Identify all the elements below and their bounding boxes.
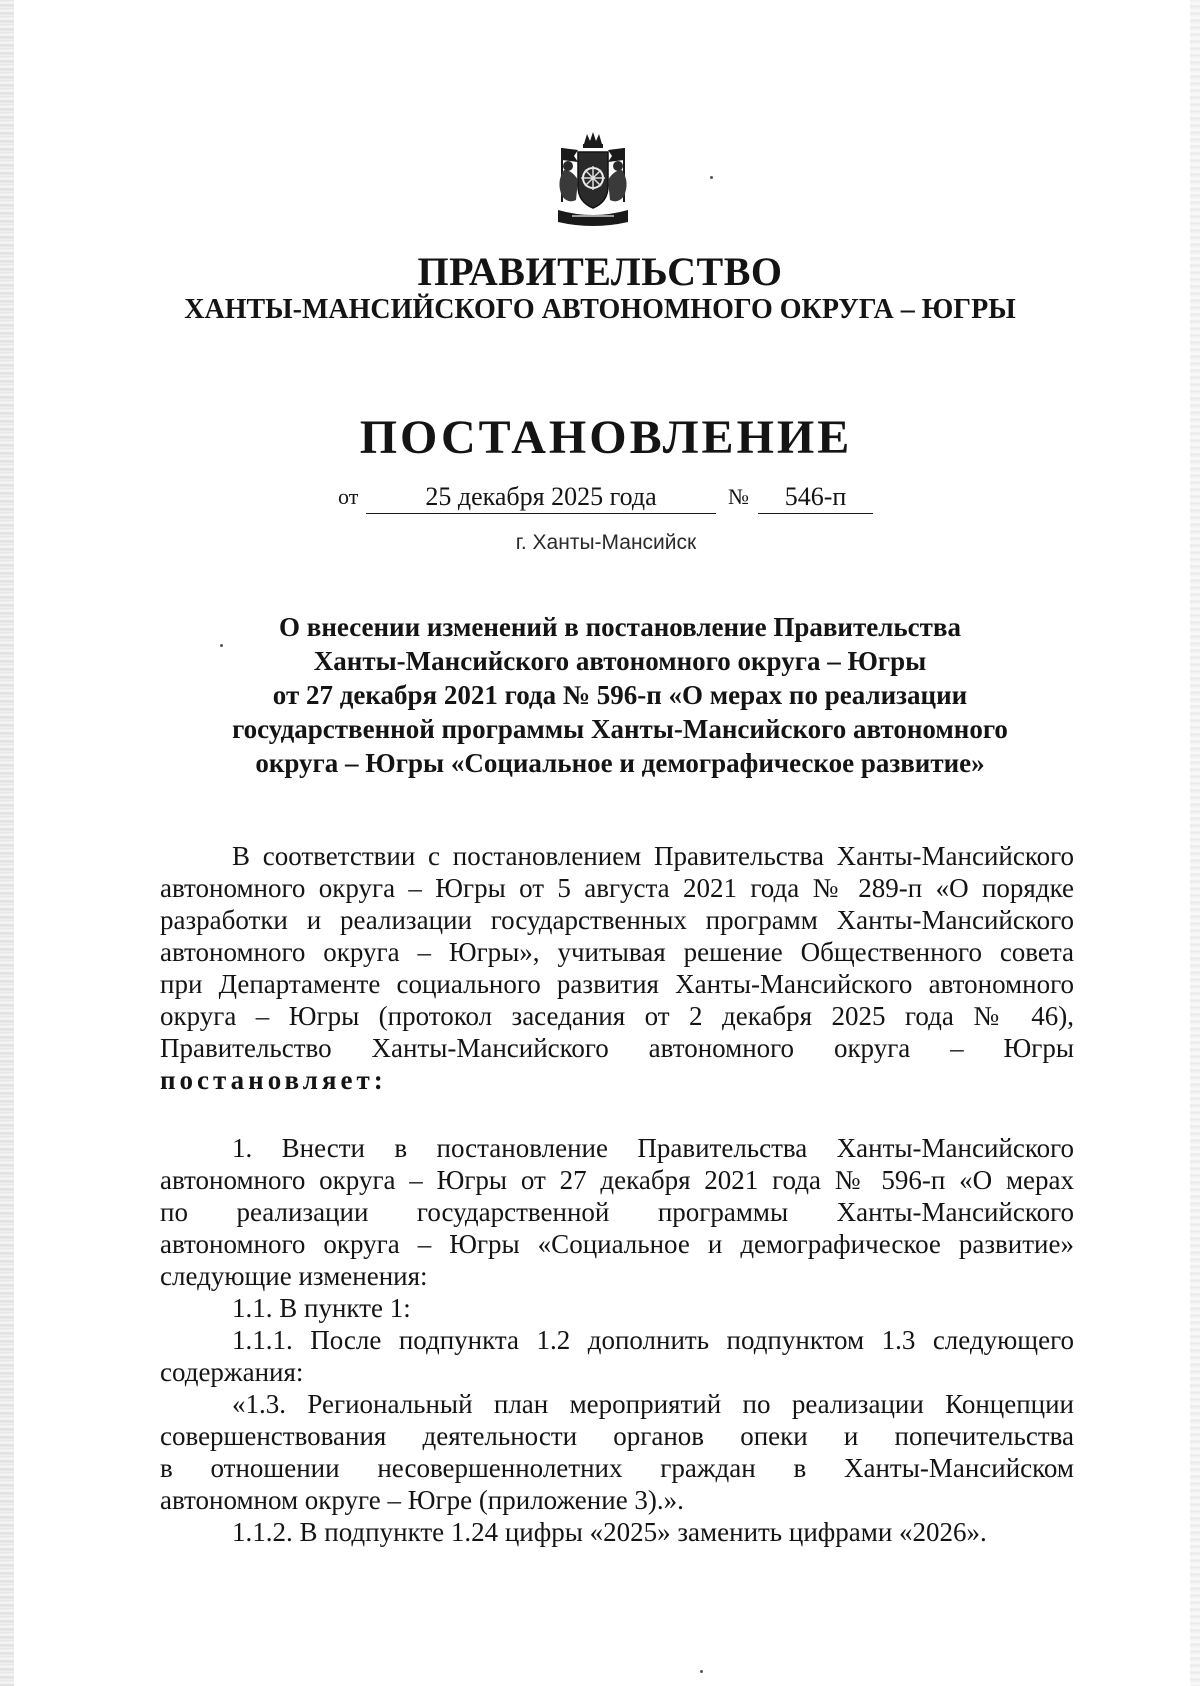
item1-line: автономного округа – Югры от 27 декабря 2021 года № 596-п «О мерах bbox=[160, 1165, 1074, 1195]
resolves-word: постановляет: bbox=[160, 1065, 387, 1095]
quote-line: совершенствования деятельности органов опеки и попечительства bbox=[160, 1421, 1074, 1451]
preamble-line: при Департаменте социального развития Ханты-Мансийского автономного bbox=[160, 969, 1074, 999]
item1-line: 1. Внести в постановление Правительства Ханты-Мансийского bbox=[232, 1133, 1074, 1163]
document-type: ПОСТАНОВЛЕНИЕ bbox=[359, 411, 853, 464]
item1-line: следующие изменения: bbox=[160, 1261, 428, 1291]
quote-line: в отношении несовершеннолетних граждан в Ханты-Мансийском bbox=[160, 1453, 1074, 1483]
government-title: ПРАВИТЕЛЬСТВО bbox=[417, 249, 783, 294]
item1-1-1-line: содержания: bbox=[160, 1357, 304, 1387]
preamble-line: автономного округа – Югры от 5 августа 2021 года № 289-п «О порядке bbox=[160, 873, 1074, 903]
quote-line: «1.3. Региональный план мероприятий по реализации Концепции bbox=[232, 1389, 1074, 1419]
subject-line: от 27 декабря 2021 года № 596-п «О мерах по реализации bbox=[272, 680, 968, 710]
date-label: от bbox=[338, 484, 359, 509]
city: г. Ханты-Мансийск bbox=[515, 531, 697, 554]
subject-line: округа – Югры «Социальное и демографическое развитие» bbox=[255, 748, 985, 778]
preamble-line: автономного округа – Югры», учитывая решение Общественного совета bbox=[160, 937, 1074, 967]
scan-speck bbox=[220, 644, 223, 647]
date-number-row bbox=[338, 482, 898, 516]
subject-line: Ханты-Мансийского автономного округа – Югры bbox=[313, 646, 927, 676]
document-date: 25 декабря 2025 года bbox=[366, 482, 716, 514]
preamble bbox=[160, 840, 1074, 1096]
preamble-line: округа – Югры (протокол заседания от 2 декабря 2025 года № 46), bbox=[160, 1001, 1074, 1031]
preamble-line: Правительство Ханты-Мансийского автономного округа – Югры bbox=[160, 1033, 1074, 1063]
quote-line: автономном округе – Югре (приложение 3).». bbox=[160, 1485, 684, 1515]
item1-line: автономного округа – Югры «Социальное и демографическое развитие» bbox=[160, 1229, 1074, 1259]
item-1-1-2: 1.1.2. В подпункте 1.24 цифры «2025» заменить цифрами «2026». bbox=[232, 1517, 987, 1547]
region-title: ХАНТЫ-МАНСИЙСКОГО АВТОНОМНОГО ОКРУГА – ЮГРЫ bbox=[184, 294, 1016, 325]
item1-1-1-line: 1.1.1. После подпункта 1.2 дополнить подпунктом 1.3 следующего bbox=[232, 1325, 1074, 1355]
item-1-1: 1.1. В пункте 1: bbox=[232, 1293, 411, 1323]
document-subject bbox=[160, 610, 1080, 780]
document-number: 546-п bbox=[758, 482, 873, 514]
subject-line: О внесении изменений в постановление Правительства bbox=[279, 612, 961, 642]
subject-line: государственной программы Ханты-Мансийского автономного bbox=[232, 714, 1008, 744]
item-1 bbox=[160, 1132, 1074, 1548]
preamble-line: разработки и реализации государственных программ Ханты-Мансийского bbox=[160, 905, 1074, 935]
scan-speck bbox=[700, 1670, 703, 1673]
scan-speck bbox=[710, 176, 713, 179]
preamble-line: В соответствии с постановлением Правительства Ханты-Мансийского bbox=[232, 841, 1074, 871]
item1-line: по реализации государственной программы Ханты-Мансийского bbox=[160, 1197, 1074, 1227]
number-label: № bbox=[728, 484, 749, 509]
coat-of-arms-icon bbox=[550, 130, 636, 232]
